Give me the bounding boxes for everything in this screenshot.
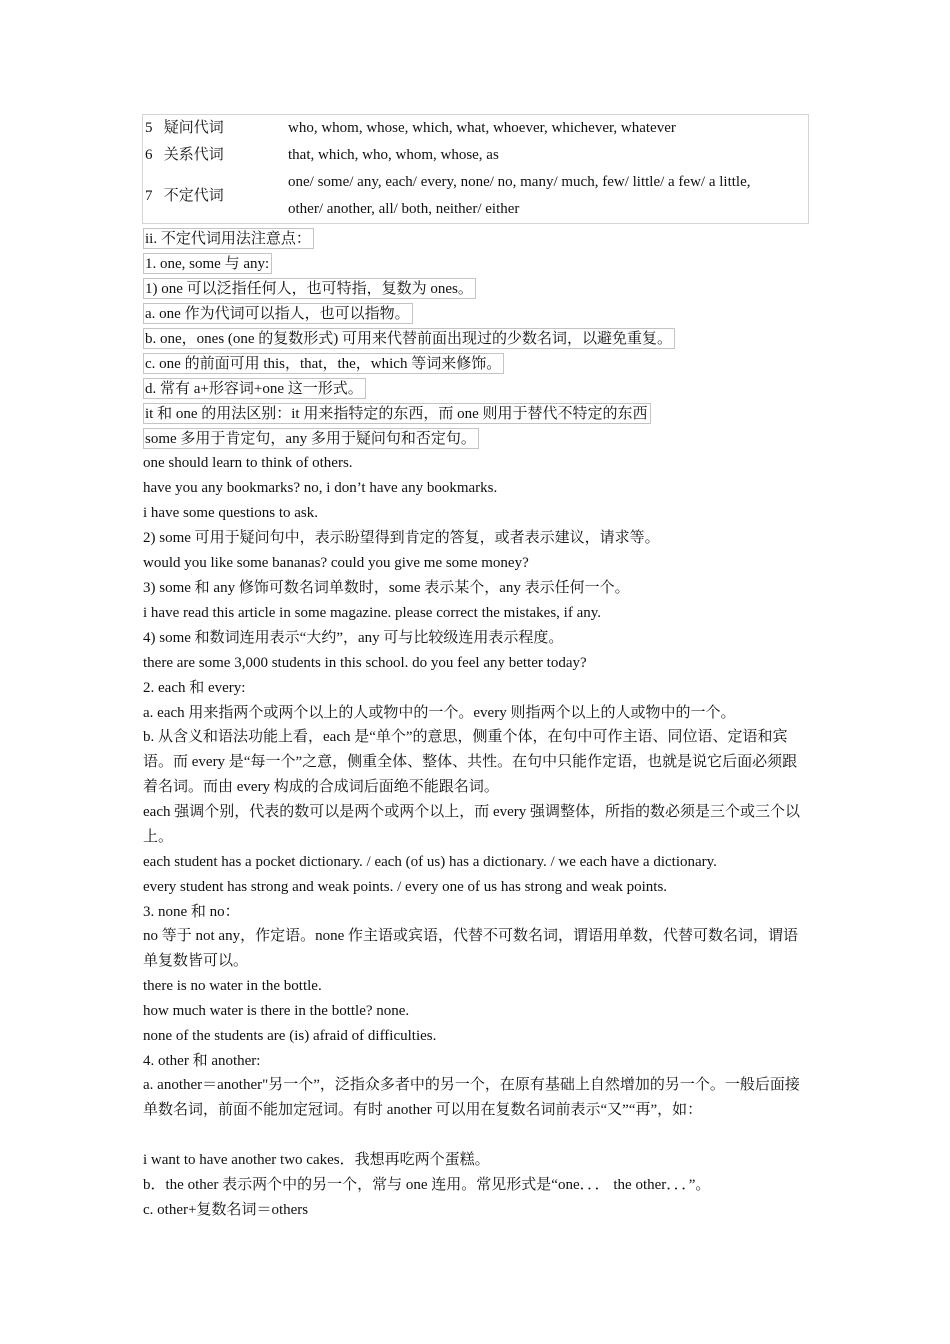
table-cell-words: who, whom, whose, which, what, whoever, whichever, whatever [288, 120, 676, 136]
example-sentence: would you like some bananas? could you give me some money? [143, 555, 529, 571]
text-line: 4) some 和数词连用表示“大约”，any 可与比较级连用表示程度。 [143, 630, 564, 646]
table-cell-words-line: other/ another, all/ both, neither/ either [288, 201, 520, 217]
subsection-heading: 1. one, some 与 any: [143, 253, 272, 274]
table-cell-type: 5 疑问代词 [145, 120, 224, 136]
text-line: b. one，ones (one 的复数形式) 可用来代替前面出现过的少数名词，以避免重复。 [143, 328, 675, 349]
example-sentence: how much water is there in the bottle? none. [143, 1003, 410, 1019]
text-paragraph: no 等于 not any，作定语。none 作主语或宾语，代替不可数名词，谓语用单数，代替可数名词，谓语单复数皆可以。 [143, 928, 798, 969]
subsection-heading: 2. each 和 every: [143, 680, 246, 696]
example-sentence: there are some 3,000 students in this school. do you feel any better today? [143, 655, 587, 671]
section-heading: ii. 不定代词用法注意点： [143, 228, 314, 249]
text-line: c. one 的前面可用 this，that，the，which 等词来修饰。 [143, 353, 504, 374]
text-line: d. 常有 a+形容词+one 这一形式。 [143, 378, 366, 399]
subsection-heading: 4. other 和 another: [143, 1053, 261, 1069]
example-sentence: i want to have another two cakes．我想再吃两个蛋糕。 [143, 1152, 490, 1168]
table-cell-type: 7 不定代词 [145, 187, 224, 204]
example-sentence: every student has strong and weak points. / every one of us has strong and weak points. [143, 879, 668, 895]
table-row [143, 169, 809, 224]
text-line: some 多用于肯定句，any 多用于疑问句和否定句。 [143, 428, 479, 449]
text-paragraph: a. another＝another"另一个”，泛指众多者中的另一个，在原有基础上自然增加的另一个。一般后面接单数名词，前面不能加定冠词。有时 another 可以用在复数名词前表示“又”“再”，如： [143, 1077, 800, 1118]
example-sentence: i have some questions to ask. [143, 505, 318, 521]
table-cell-words [287, 169, 809, 224]
table-row [143, 142, 809, 169]
text-line: it 和 one 的用法区别：it 用来指特定的东西，而 one 则用于替代不特定的东西 [143, 403, 651, 424]
text-paragraph: b. 从含义和语法功能上看，each 是“单个”的意思，侧重个体，在句中可作主语、同位语、定语和宾语。而 every 是“每一个”之意，侧重全体、整体、共性。在句中只能作定语，也就是说它后面必须跟着名词。而由 every 构成的合成词后面绝不能跟名词。 [143, 729, 798, 795]
text-line: c. other+复数名词＝others [143, 1202, 309, 1218]
table-cell-type: 6 关系代词 [145, 147, 224, 163]
text-line: a. each 用来指两个或两个以上的人或物中的一个。every 则指两个以上的人或物中的一个。 [143, 705, 736, 721]
example-sentence: i have read this article in some magazine. please correct the mistakes, if any. [143, 605, 602, 621]
example-sentence: have you any bookmarks? no, i don’t have any bookmarks. [143, 480, 498, 496]
example-sentence: one should learn to think of others. [143, 455, 353, 471]
text-line: 1) one 可以泛指任何人，也可特指，复数为 ones。 [143, 278, 476, 299]
table-cell-words-line: one/ some/ any, each/ every, none/ no, many/ much, few/ little/ a few/ a little, [288, 174, 751, 190]
pronoun-table [142, 114, 809, 224]
table-row [143, 115, 809, 143]
text-line: a. one 作为代词可以指人，也可以指物。 [143, 303, 413, 324]
text-paragraph: each 强调个别，代表的数可以是两个或两个以上，而 every 强调整体，所指的数必须是三个或三个以上。 [143, 804, 801, 845]
subsection-heading: 3. none 和 no： [143, 904, 240, 920]
example-sentence: each student has a pocket dictionary. / each (of us) has a dictionary. / we each have a dictionary. [143, 854, 717, 870]
example-sentence: there is no water in the bottle. [143, 978, 322, 994]
text-line: 2) some 可用于疑问句中，表示盼望得到肯定的答复，或者表示建议，请求等。 [143, 530, 660, 546]
text-line: b．the other 表示两个中的另一个，常与 one 连用。常见形式是“one．．． the other．．．”。 [143, 1177, 711, 1193]
table-cell-words: that, which, who, whom, whose, as [288, 147, 499, 163]
example-sentence: none of the students are (is) afraid of difficulties. [143, 1028, 437, 1044]
text-line: 3) some 和 any 修饰可数名词单数时，some 表示某个，any 表示任何一个。 [143, 580, 630, 596]
